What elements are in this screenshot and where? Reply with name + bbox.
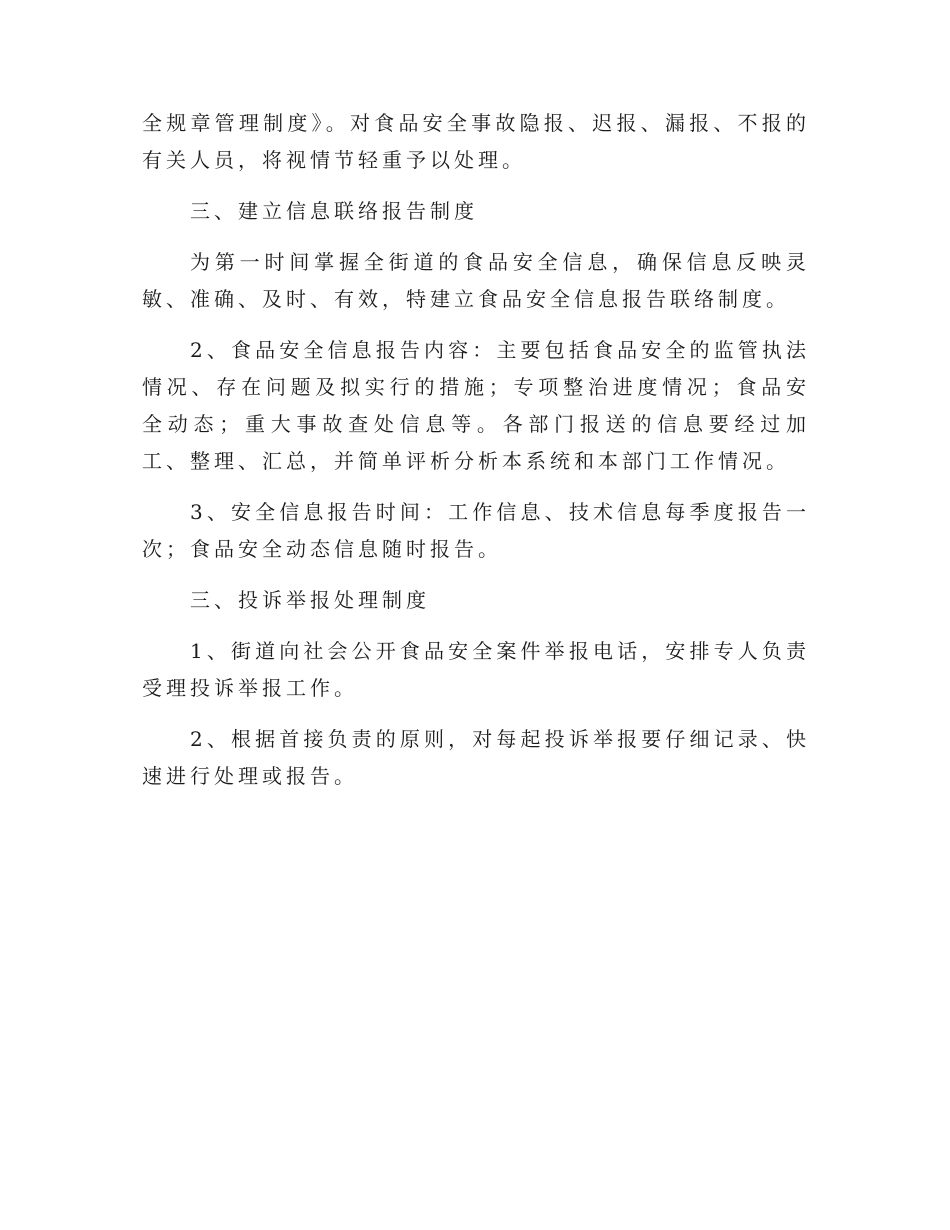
section-heading-complaints: 三、投诉举报处理制度: [190, 588, 430, 612]
paragraph-report-content: 2、食品安全信息报告内容：主要包括食品安全的监管执法情况、存在问题及拟实行的措施；专项整治进度情况；食品安全动态；重大事故查处信息等。各部门报送的信息要经过加工、整理、汇总，并简单评析分析本系统和本部门工作情况。: [142, 338, 810, 473]
paragraph-complaint-hotline: 1、街道向社会公开食品安全案件举报电话，安排专人负责受理投诉举报工作。: [142, 639, 810, 700]
document-body: [142, 105, 810, 809]
paragraph-info-purpose: 为第一时间掌握全街道的食品安全信息，确保信息反映灵敏、准确、及时、有效，特建立食品安全信息报告联络制度。: [142, 250, 810, 311]
paragraph-report-time: 3、安全信息报告时间：工作信息、技术信息每季度报告一次；食品安全动态信息随时报告。: [142, 500, 810, 561]
paragraph-complaint-handling: 2、根据首接负责的原则，对每起投诉举报要仔细记录、快速进行处理或报告。: [142, 727, 810, 788]
paragraph-continuation: 全规章管理制度》。对食品安全事故隐报、迟报、漏报、不报的有关人员，将视情节轻重予以处理。: [142, 111, 810, 172]
section-heading-info-reporting: 三、建立信息联络报告制度: [190, 199, 478, 223]
